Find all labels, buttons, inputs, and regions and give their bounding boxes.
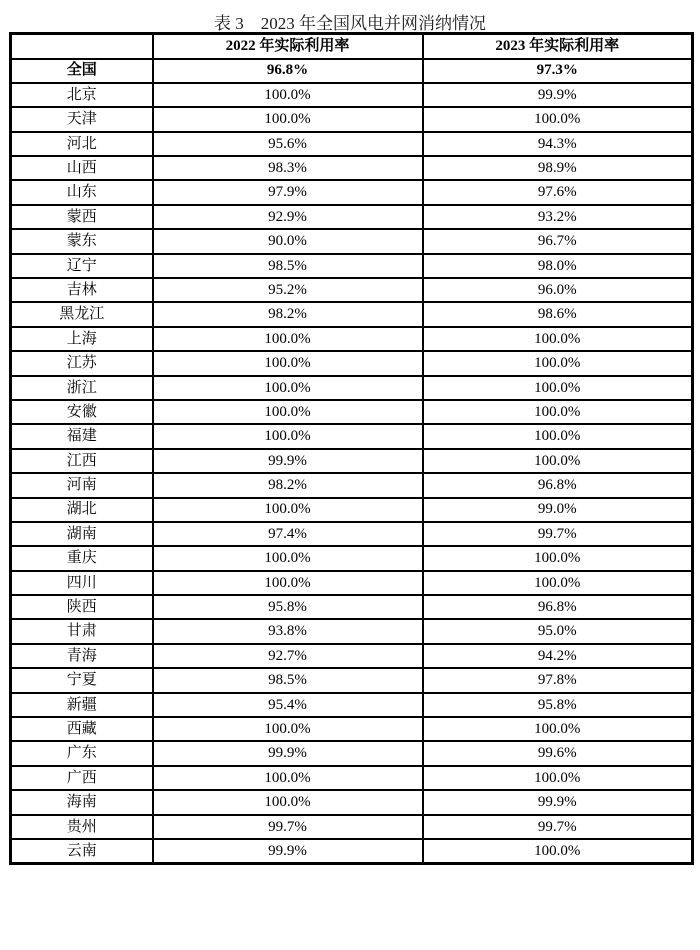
rate-2022-cell: 92.9% bbox=[153, 205, 423, 229]
table-row bbox=[11, 741, 693, 765]
rate-2022-cell: 93.8% bbox=[153, 619, 423, 643]
region-cell: 河北 bbox=[11, 132, 153, 156]
region-cell: 吉林 bbox=[11, 278, 153, 302]
rate-2022-cell: 100.0% bbox=[153, 327, 423, 351]
column-header-2023-rate: 2023 年实际利用率 bbox=[423, 34, 693, 59]
region-cell: 北京 bbox=[11, 83, 153, 107]
rate-2023-cell: 100.0% bbox=[423, 327, 693, 351]
region-cell: 陕西 bbox=[11, 595, 153, 619]
table-row bbox=[11, 400, 693, 424]
rate-2023-cell: 96.7% bbox=[423, 229, 693, 253]
region-cell: 云南 bbox=[11, 839, 153, 863]
table-row bbox=[11, 205, 693, 229]
region-cell: 山东 bbox=[11, 180, 153, 204]
table-row bbox=[11, 668, 693, 692]
rate-2023-cell: 96.8% bbox=[423, 595, 693, 619]
rate-2022-cell: 100.0% bbox=[153, 717, 423, 741]
rate-2023-cell: 99.0% bbox=[423, 498, 693, 522]
rate-2022-cell: 98.3% bbox=[153, 156, 423, 180]
region-cell: 安徽 bbox=[11, 400, 153, 424]
rate-2023-cell: 99.9% bbox=[423, 83, 693, 107]
rate-2022-cell: 99.9% bbox=[153, 839, 423, 863]
rate-2022-cell: 99.9% bbox=[153, 449, 423, 473]
page-title: 表 3 2023 年全国风电并网消纳情况 bbox=[214, 14, 486, 33]
table-row bbox=[11, 156, 693, 180]
rate-2023-cell: 94.3% bbox=[423, 132, 693, 156]
rate-2023-cell: 100.0% bbox=[423, 400, 693, 424]
region-cell: 河南 bbox=[11, 473, 153, 497]
rate-2022-cell: 99.9% bbox=[153, 741, 423, 765]
rate-2023-cell: 96.0% bbox=[423, 278, 693, 302]
rate-2023-cell: 99.7% bbox=[423, 815, 693, 839]
table-row bbox=[11, 302, 693, 326]
region-cell: 青海 bbox=[11, 644, 153, 668]
rate-2023-cell: 99.9% bbox=[423, 790, 693, 814]
table-row bbox=[11, 132, 693, 156]
rate-2022-cell: 100.0% bbox=[153, 546, 423, 570]
rate-2022-cell: 97.9% bbox=[153, 180, 423, 204]
table-row bbox=[11, 498, 693, 522]
rate-2022-cell: 100.0% bbox=[153, 424, 423, 448]
region-cell: 江苏 bbox=[11, 351, 153, 375]
table-row bbox=[11, 278, 693, 302]
table-row bbox=[11, 473, 693, 497]
rate-2023-cell: 98.6% bbox=[423, 302, 693, 326]
table-row bbox=[11, 522, 693, 546]
table-row bbox=[11, 229, 693, 253]
rate-2023-cell: 100.0% bbox=[423, 449, 693, 473]
rate-2023-cell: 100.0% bbox=[423, 424, 693, 448]
rate-2022-cell: 92.7% bbox=[153, 644, 423, 668]
table-row bbox=[11, 449, 693, 473]
region-cell: 黑龙江 bbox=[11, 302, 153, 326]
table-body bbox=[11, 59, 693, 864]
table-row bbox=[11, 180, 693, 204]
table-row bbox=[11, 693, 693, 717]
region-cell: 蒙西 bbox=[11, 205, 153, 229]
table-row bbox=[11, 351, 693, 375]
table-row bbox=[11, 644, 693, 668]
region-cell: 蒙东 bbox=[11, 229, 153, 253]
table-row bbox=[11, 107, 693, 131]
region-cell: 海南 bbox=[11, 790, 153, 814]
rate-2022-cell: 100.0% bbox=[153, 351, 423, 375]
region-cell: 宁夏 bbox=[11, 668, 153, 692]
summary-row-national bbox=[11, 59, 693, 83]
region-cell: 福建 bbox=[11, 424, 153, 448]
region-cell: 天津 bbox=[11, 107, 153, 131]
rate-2023-cell: 95.8% bbox=[423, 693, 693, 717]
rate-2022-cell: 95.6% bbox=[153, 132, 423, 156]
rate-2023-cell: 95.0% bbox=[423, 619, 693, 643]
rate-2023-cell: 100.0% bbox=[423, 107, 693, 131]
rate-2022-cell: 95.8% bbox=[153, 595, 423, 619]
rate-2022-cell: 100.0% bbox=[153, 376, 423, 400]
region-cell: 广东 bbox=[11, 741, 153, 765]
region-cell: 上海 bbox=[11, 327, 153, 351]
rate-2023-cell: 99.7% bbox=[423, 522, 693, 546]
region-cell: 辽宁 bbox=[11, 254, 153, 278]
rate-2022-cell: 97.4% bbox=[153, 522, 423, 546]
rate-2022-cell: 100.0% bbox=[153, 790, 423, 814]
region-cell: 湖北 bbox=[11, 498, 153, 522]
region-cell: 湖南 bbox=[11, 522, 153, 546]
region-cell: 全国 bbox=[11, 59, 153, 83]
table-row bbox=[11, 766, 693, 790]
rate-2023-cell: 100.0% bbox=[423, 351, 693, 375]
rate-2023-cell: 100.0% bbox=[423, 717, 693, 741]
rate-2023-cell: 97.3% bbox=[423, 59, 693, 83]
rate-2023-cell: 100.0% bbox=[423, 546, 693, 570]
table-row bbox=[11, 790, 693, 814]
rate-2022-cell: 96.8% bbox=[153, 59, 423, 83]
table-header bbox=[11, 34, 693, 59]
rate-2022-cell: 95.4% bbox=[153, 693, 423, 717]
rate-2023-cell: 100.0% bbox=[423, 766, 693, 790]
column-header-2022-rate: 2022 年实际利用率 bbox=[153, 34, 423, 59]
rate-2023-cell: 98.9% bbox=[423, 156, 693, 180]
rate-2023-cell: 94.2% bbox=[423, 644, 693, 668]
rate-2022-cell: 90.0% bbox=[153, 229, 423, 253]
table-row bbox=[11, 83, 693, 107]
rate-2022-cell: 98.5% bbox=[153, 668, 423, 692]
table-row bbox=[11, 546, 693, 570]
rate-2022-cell: 100.0% bbox=[153, 400, 423, 424]
table-row bbox=[11, 619, 693, 643]
table-row bbox=[11, 254, 693, 278]
table-row bbox=[11, 571, 693, 595]
region-cell: 新疆 bbox=[11, 693, 153, 717]
rate-2022-cell: 100.0% bbox=[153, 766, 423, 790]
rate-2022-cell: 98.2% bbox=[153, 473, 423, 497]
table-row bbox=[11, 327, 693, 351]
rate-2022-cell: 100.0% bbox=[153, 571, 423, 595]
rate-2023-cell: 93.2% bbox=[423, 205, 693, 229]
region-cell: 西藏 bbox=[11, 717, 153, 741]
column-header-region bbox=[11, 34, 153, 59]
region-cell: 广西 bbox=[11, 766, 153, 790]
table-row bbox=[11, 839, 693, 863]
rate-2023-cell: 100.0% bbox=[423, 571, 693, 595]
rate-2022-cell: 98.2% bbox=[153, 302, 423, 326]
rate-2023-cell: 98.0% bbox=[423, 254, 693, 278]
rate-2022-cell: 95.2% bbox=[153, 278, 423, 302]
rate-2023-cell: 100.0% bbox=[423, 839, 693, 863]
rate-2022-cell: 99.7% bbox=[153, 815, 423, 839]
rate-2023-cell: 97.8% bbox=[423, 668, 693, 692]
region-cell: 山西 bbox=[11, 156, 153, 180]
wind-power-consumption-table bbox=[9, 32, 694, 865]
region-cell: 甘肃 bbox=[11, 619, 153, 643]
table-row bbox=[11, 595, 693, 619]
rate-2023-cell: 100.0% bbox=[423, 376, 693, 400]
rate-2022-cell: 100.0% bbox=[153, 83, 423, 107]
rate-2022-cell: 100.0% bbox=[153, 498, 423, 522]
region-cell: 四川 bbox=[11, 571, 153, 595]
region-cell: 浙江 bbox=[11, 376, 153, 400]
header-row bbox=[11, 34, 693, 59]
table-row bbox=[11, 717, 693, 741]
table-row bbox=[11, 376, 693, 400]
region-cell: 重庆 bbox=[11, 546, 153, 570]
rate-2022-cell: 98.5% bbox=[153, 254, 423, 278]
rate-2023-cell: 97.6% bbox=[423, 180, 693, 204]
region-cell: 贵州 bbox=[11, 815, 153, 839]
region-cell: 江西 bbox=[11, 449, 153, 473]
rate-2023-cell: 96.8% bbox=[423, 473, 693, 497]
table-row bbox=[11, 424, 693, 448]
rate-2022-cell: 100.0% bbox=[153, 107, 423, 131]
table-row bbox=[11, 815, 693, 839]
rate-2023-cell: 99.6% bbox=[423, 741, 693, 765]
